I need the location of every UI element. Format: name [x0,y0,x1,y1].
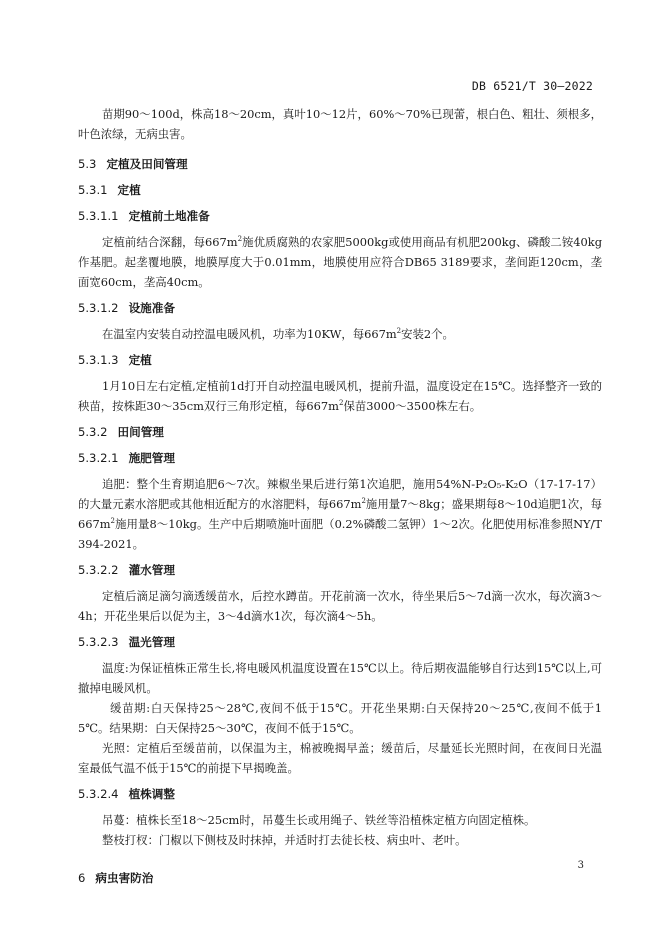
heading-5-3-1-2 [78,298,602,318]
heading-5-3-1-1 [78,206,602,226]
paragraph-irrigation: 定植后滴足滴匀滴透缓苗水，后控水蹲苗。开花前滴一次水，待坐果后5～7d滴一次水，每次滴3～4h；开花坐果后以促为主，3～4d滴水1次，每次滴4～5h。 [78,589,602,623]
heading-title: 施肥管理 [128,451,175,465]
heading-5-3-2-3 [78,632,602,652]
heading-5-3-2-2 [78,560,602,580]
paragraph-land-preparation: 定植前结合深翻，每$667m^2$施优质腐熟的农家肥5000kg或使用商品有机肥200kg、磷酸二铵40kg作基肥。起垄覆地膜，地膜厚度大于0.01mm，地膜使用应符合DB65 3189要求，垄间距120cm，垄面宽60cm，垄高40cm。 [78,235,602,289]
heading-title: 田间管理 [117,425,164,439]
heading-number: 5.3.2.1 [78,451,119,465]
heading-number: 5.3.1.3 [78,353,119,367]
heading-title: 定植 [128,353,152,367]
paragraph-pruning: 整枝打杈：门椒以下侧枝及时抹掉，并适时打去徒长枝、病虫叶、老叶。 [102,833,467,847]
heading-number: 5.3.1.2 [78,301,119,315]
paragraph-seedling-stage: 苗期90～100d，株高18～20cm，真叶10～12片，60%～70%已现蕾，根白色、粗壮、须根多，叶色浓绿，无病虫害。 [78,107,602,141]
heading-5-3-2 [78,422,602,442]
paragraph-fertilization: 追肥：整个生育期追肥6～7次。辣椒坐果后进行第1次追肥，施用54%N-P₂O₅-K₂O（17-17-17）的大量元素水溶肥或其他相近配方的水溶肥料，每$667m^2$施用量7～8kg；盛果期每8～10d追肥1次，每$667m^2$施用量8～10kg。生产中后期喷施叶面肥（0.2%磷酸二氢钾）1～2次。化肥使用标准参照NY/T 394-2021。 [78,477,603,551]
heading-number: 5.3 [78,157,97,171]
document-body [78,104,602,888]
heading-number: 5.3.2.2 [78,563,119,577]
heading-number: 5.3.1 [78,183,108,197]
heading-5-3-1-3 [78,350,602,370]
heading-number: 5.3.2 [78,425,108,439]
heading-title: 植株调整 [128,787,175,801]
paragraph-vine-hanging: 吊蔓：植株长至18～25cm时，吊蔓生长或用绳子、铁丝等沿植株定植方向固定植株。 [102,813,536,827]
heading-5-3-1 [78,180,602,200]
heading-title: 温光管理 [128,635,175,649]
heading-5-3-2-1 [78,448,602,468]
paragraph-temperature: 温度:为保证植株正常生长,将电暖风机温度设置在15℃以上。待后期夜温能够自行达到15℃以上,可撤掉电暖风机。 [78,661,602,695]
standard-code-header: DB 6521/T 30—2022 [471,79,593,93]
heading-number: 5.3.2.4 [78,787,119,801]
heading-title: 灌水管理 [128,563,175,577]
heading-number: 5.3.2.3 [78,635,119,649]
paragraph-facility-preparation: 在温室内安装自动控温电暖风机，功率为10KW，每$667m^2$安装2个。 [102,327,454,341]
heading-title: 定植前土地准备 [128,209,210,223]
heading-number: 5.3.1.1 [78,209,119,223]
paragraph-growth-stage-temperature: 缓苗期:白天保持25～28℃,夜间不低于15℃。开花坐果期:白天保持20～25℃,夜间不低于15℃。结果期：白天保持25～30℃，夜间不低于15℃。 [78,701,602,735]
heading-title: 病虫害防治 [95,871,154,885]
heading-6 [78,868,602,888]
heading-title: 定植 [117,183,141,197]
heading-5-3-2-4 [78,784,602,804]
heading-title: 定植及田间管理 [106,157,188,171]
paragraph-lighting: 光照：定植后至缓苗前，以保温为主，棉被晚揭早盖；缓苗后，尽量延长光照时间，在夜间日光温室最低气温不低于15℃的前提下早揭晚盖。 [78,741,602,775]
page-number: 3 [577,860,584,871]
heading-number: 6 [78,871,86,885]
paragraph-transplanting: 1月10日左右定植,定植前1d打开自动控温电暖风机，提前升温，温度设定在15℃。选择整齐一致的秧苗，按株距30～35cm双行三角形定植，每$667m^2$保苗3000～3500株左右。 [78,379,602,413]
heading-title: 设施准备 [128,301,175,315]
heading-5-3 [78,154,602,174]
